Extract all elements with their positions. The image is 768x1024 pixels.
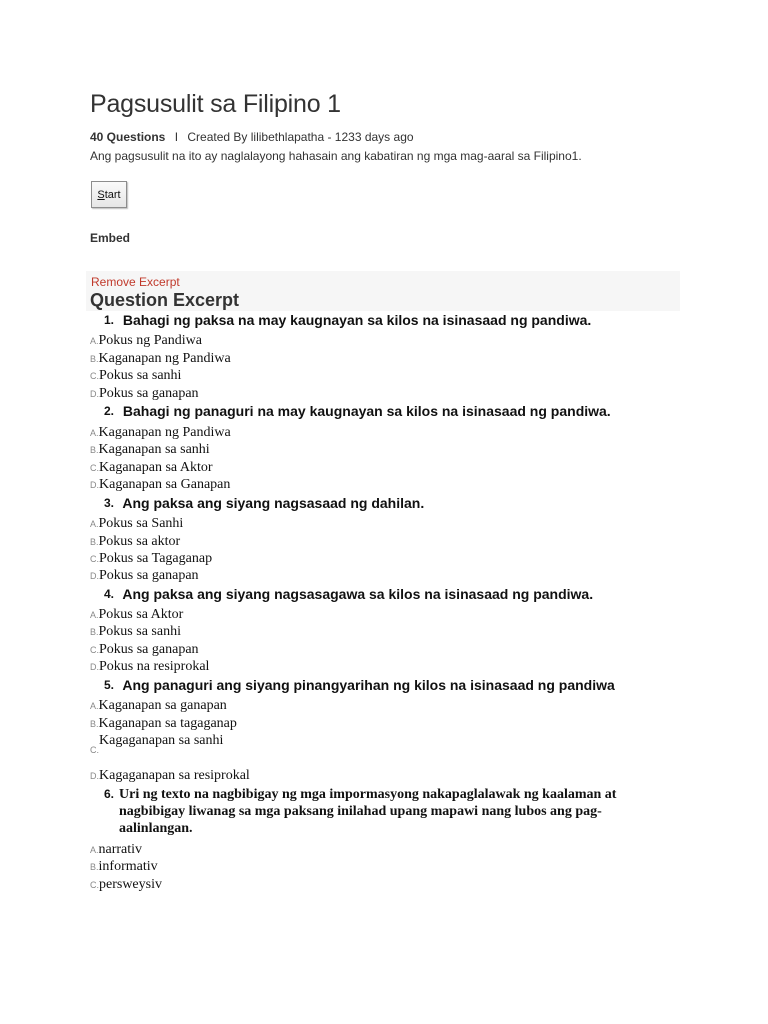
question-4 xyxy=(104,586,664,602)
option-letter: A. xyxy=(90,519,99,529)
question-text: Ang paksa ang siyang nagsasaad ng dahilan. xyxy=(122,495,425,511)
option-3a[interactable] xyxy=(90,516,183,532)
start-button[interactable] xyxy=(91,181,127,208)
option-letter: C. xyxy=(90,745,99,755)
question-text: Uri ng texto na nagbibigay ng mga impormasyong nakapaglalawak ng kaalaman at nagbibigay liwanag sa mga paksang inilahad upang mapawi nang lubos ang pag-aalinlangan. xyxy=(119,787,617,836)
option-letter: B. xyxy=(90,445,99,455)
option-3b[interactable] xyxy=(90,534,180,550)
question-2 xyxy=(104,403,664,419)
option-5b[interactable] xyxy=(90,716,237,732)
option-letter: A. xyxy=(90,428,99,438)
option-letter: B. xyxy=(90,537,99,547)
quiz-description: Ang pagsusulit na ito ay naglalayong hahasain ang kabatiran ng mga mag-aaral sa Filipino1. xyxy=(90,149,582,163)
option-letter: D. xyxy=(90,480,99,490)
question-text: Ang panaguri ang siyang pinangyarihan ng kilos na isinasaad ng pandiwa xyxy=(122,677,615,693)
option-letter: C. xyxy=(90,645,99,655)
option-letter: B. xyxy=(90,354,99,364)
option-4b[interactable] xyxy=(90,624,181,640)
option-letter: D. xyxy=(90,571,99,581)
option-1b[interactable] xyxy=(90,351,231,367)
option-5d[interactable] xyxy=(90,768,250,784)
question-text: Bahagi ng paksa na may kaugnayan sa kilos na isinasaad ng pandiwa. xyxy=(122,312,592,328)
option-1d[interactable] xyxy=(90,386,199,402)
option-6c[interactable] xyxy=(90,877,162,893)
start-label: tart xyxy=(104,188,121,201)
option-text: Pokus sa ganapan xyxy=(99,568,199,583)
option-text: Pokus sa Sanhi xyxy=(98,516,184,531)
option-text: Kagaganapan sa sanhi xyxy=(99,733,224,748)
option-text: Pokus sa aktor xyxy=(98,534,181,549)
option-letter: C. xyxy=(90,463,99,473)
option-text: Pokus ng Pandiwa xyxy=(98,333,202,348)
embed-link[interactable]: Embed xyxy=(90,231,131,245)
option-6b[interactable] xyxy=(90,859,158,875)
option-4d[interactable] xyxy=(90,659,209,675)
question-text: Ang paksa ang siyang nagsasagawa sa kilos na isinasaad ng pandiwa. xyxy=(122,586,594,602)
option-2d[interactable] xyxy=(90,477,230,493)
option-text: informativ xyxy=(98,859,158,874)
option-letter: A. xyxy=(90,701,99,711)
option-1c[interactable] xyxy=(90,368,181,384)
option-letter: B. xyxy=(90,627,99,637)
option-letter: B. xyxy=(90,862,99,872)
question-3 xyxy=(104,495,664,511)
option-5a[interactable] xyxy=(90,698,227,714)
question-count: 40 Questions xyxy=(90,130,166,144)
option-letter: A. xyxy=(90,845,99,855)
option-text: Pokus sa Tagaganap xyxy=(99,551,213,566)
question-text: Bahagi ng panaguri na may kaugnayan sa kilos na isinasaad ng pandiwa. xyxy=(122,403,611,419)
created-by: Created By lilibethlapatha - 1233 days ago xyxy=(187,130,414,144)
question-number: 5. xyxy=(104,678,115,692)
option-text: persweysiv xyxy=(99,877,162,892)
option-letter: D. xyxy=(90,771,99,781)
option-text: Pokus sa ganapan xyxy=(99,386,199,401)
option-letter: D. xyxy=(90,389,99,399)
option-text: Pokus sa sanhi xyxy=(98,624,181,639)
question-number: 3. xyxy=(104,496,115,510)
question-number: 4. xyxy=(104,587,115,601)
option-letter: C. xyxy=(90,554,99,564)
option-text: Kaganapan sa sanhi xyxy=(98,442,210,457)
option-text: Kaganapan sa ganapan xyxy=(98,698,227,713)
question-number: 2. xyxy=(104,404,115,418)
option-letter: B. xyxy=(90,719,99,729)
option-text: Pokus sa ganapan xyxy=(99,642,199,657)
excerpt-title: Question Excerpt xyxy=(90,290,240,310)
option-letter: C. xyxy=(90,880,99,890)
option-3c[interactable] xyxy=(90,551,212,567)
start-accesskey: S xyxy=(97,188,105,201)
question-number: 1. xyxy=(104,313,115,327)
option-2b[interactable] xyxy=(90,442,210,458)
option-letter: C. xyxy=(90,371,99,381)
option-3d[interactable] xyxy=(90,568,199,584)
page-title: Pagsusulit sa Filipino 1 xyxy=(90,90,341,118)
option-text: Kaganapan ng Pandiwa xyxy=(98,425,231,440)
option-4a[interactable] xyxy=(90,607,183,623)
option-text: Kaganapan ng Pandiwa xyxy=(98,351,231,366)
question-5 xyxy=(104,677,664,693)
option-text: Pokus sa sanhi xyxy=(99,368,182,383)
option-5c[interactable] xyxy=(90,733,224,755)
option-text: Pokus sa Aktor xyxy=(98,607,184,622)
question-1 xyxy=(104,312,664,328)
quiz-meta xyxy=(90,130,414,144)
remove-excerpt-link[interactable]: Remove Excerpt xyxy=(91,275,180,289)
option-1a[interactable] xyxy=(90,333,202,349)
question-6 xyxy=(104,786,664,837)
option-letter: D. xyxy=(90,662,99,672)
option-text: narrativ xyxy=(98,842,143,857)
option-text: Kaganapan sa Aktor xyxy=(99,460,213,475)
option-2a[interactable] xyxy=(90,425,231,441)
meta-separator: I xyxy=(174,130,179,144)
question-number: 6. xyxy=(104,787,115,801)
option-letter: A. xyxy=(90,610,99,620)
option-6a[interactable] xyxy=(90,842,142,858)
option-text: Kaganapan sa tagaganap xyxy=(98,716,237,731)
option-text: Kaganapan sa Ganapan xyxy=(99,477,231,492)
option-4c[interactable] xyxy=(90,642,199,658)
option-letter: A. xyxy=(90,336,99,346)
option-text: Pokus na resiprokal xyxy=(99,659,210,674)
option-text: Kagaganapan sa resiprokal xyxy=(99,768,250,783)
option-2c[interactable] xyxy=(90,460,213,476)
